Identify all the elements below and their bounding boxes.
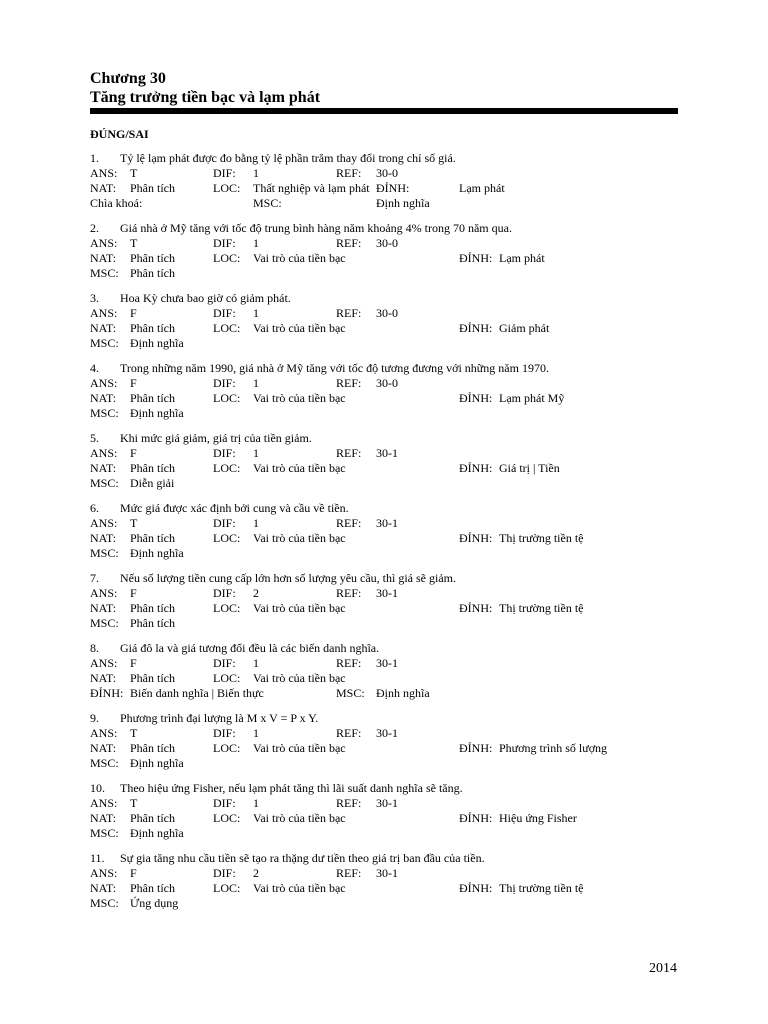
question-text: 1. Tỷ lệ lạm phát được đo bằng tỷ lệ phần trăm thay đổi trong chỉ số giá. xyxy=(90,151,456,165)
question-text: 4. Trong những năm 1990, giá nhà ở Mỹ tăng với tốc độ tương đương với những năm 1970. xyxy=(90,361,549,375)
question-3 xyxy=(90,291,678,351)
meta-row: MSC: Phân tích xyxy=(90,266,175,280)
meta-row: ANS: T DIF: 1 REF: 30-1 xyxy=(90,516,398,530)
meta-row: NAT: Phân tích LOC: Vai trò của tiền bạc ĐỈNH: Giá trị | Tiền xyxy=(90,461,560,475)
meta-row: NAT: Phân tích LOC: Vai trò của tiền bạc ĐỈNH: Thị trường tiền tệ xyxy=(90,601,584,615)
question-9 xyxy=(90,711,678,771)
meta-row: MSC: Ứng dụng xyxy=(90,896,179,910)
meta-row: MSC: Định nghĩa xyxy=(90,546,184,560)
meta-row: MSC: Định nghĩa xyxy=(90,406,184,420)
question-text: 6. Mức giá được xác định bởi cung và cầu về tiền. xyxy=(90,501,349,515)
meta-row: NAT: Phân tích LOC: Vai trò của tiền bạc ĐỈNH: Phương trình số lượng xyxy=(90,741,608,755)
chapter-title: Tăng trưởng tiền bạc và lạm phát xyxy=(90,89,321,106)
meta-row: NAT: Phân tích LOC: Vai trò của tiền bạc xyxy=(90,671,346,685)
meta-row: ANS: F DIF: 2 REF: 30-1 xyxy=(90,866,398,880)
question-1 xyxy=(90,151,678,211)
question-text: 2. Giá nhà ở Mỹ tăng với tốc độ trung bình hàng năm khoảng 4% trong 70 năm qua. xyxy=(90,221,512,235)
question-6 xyxy=(90,501,678,561)
meta-row: ANS: F DIF: 1 REF: 30-0 xyxy=(90,306,398,320)
title-rule xyxy=(90,108,678,114)
meta-row: NAT: Phân tích LOC: Vai trò của tiền bạc ĐỈNH: Lạm phát Mỹ xyxy=(90,391,565,405)
question-2 xyxy=(90,221,678,281)
meta-row: ANS: T DIF: 1 REF: 30-0 xyxy=(90,236,398,250)
section-heading: ĐÚNG/SAI xyxy=(90,127,149,141)
chapter-number: Chương 30 xyxy=(90,70,166,87)
meta-row: ANS: T DIF: 1 REF: 30-1 xyxy=(90,796,398,810)
meta-row: NAT: Phân tích LOC: Vai trò của tiền bạc ĐỈNH: Giảm phát xyxy=(90,321,550,335)
meta-row: MSC: Định nghĩa xyxy=(90,826,184,840)
question-11 xyxy=(90,851,678,911)
page-number: 2014 xyxy=(649,961,677,976)
question-10 xyxy=(90,781,678,841)
question-5 xyxy=(90,431,678,491)
question-text: 8. Giá đô la và giá tương đối đều là các biến danh nghĩa. xyxy=(90,641,380,655)
question-7 xyxy=(90,571,678,631)
document-page xyxy=(90,69,678,911)
question-text: 10. Theo hiệu ứng Fisher, nếu lạm phát tăng thì lãi suất danh nghĩa sẽ tăng. xyxy=(90,781,463,795)
question-text: 7. Nếu số lượng tiền cung cấp lớn hơn số lượng yêu cầu, thì giá sẽ giảm. xyxy=(90,571,456,585)
meta-row: ANS: F DIF: 1 REF: 30-1 xyxy=(90,446,398,460)
meta-row: ANS: T DIF: 1 REF: 30-1 xyxy=(90,726,398,740)
meta-row: MSC: Định nghĩa xyxy=(90,756,184,770)
question-4 xyxy=(90,361,678,421)
question-text: 3. Hoa Kỳ chưa bao giờ có giảm phát. xyxy=(90,291,291,305)
question-text: 11. Sự gia tăng nhu cầu tiền sẽ tạo ra thặng dư tiền theo giá trị ban đầu của tiền. xyxy=(90,851,485,865)
meta-row: NAT: Phân tích LOC: Thất nghiệp và lạm phát ĐỈNH: Lạm phát xyxy=(90,181,505,195)
meta-row: NAT: Phân tích LOC: Vai trò của tiền bạc ĐỈNH: Hiệu ứng Fisher xyxy=(90,811,577,825)
meta-row: MSC: Phân tích xyxy=(90,616,175,630)
meta-row: Chìa khoá: MSC: Định nghĩa xyxy=(90,196,430,210)
question-text: 5. Khi mức giá giảm, giá trị của tiền giảm. xyxy=(90,431,312,445)
meta-row: NAT: Phân tích LOC: Vai trò của tiền bạc ĐỈNH: Lạm phát xyxy=(90,251,545,265)
meta-row: NAT: Phân tích LOC: Vai trò của tiền bạc ĐỈNH: Thị trường tiền tệ xyxy=(90,531,584,545)
question-8 xyxy=(90,641,678,701)
meta-row: MSC: Định nghĩa xyxy=(90,336,184,350)
meta-row: MSC: Diễn giải xyxy=(90,476,175,490)
meta-row: ANS: F DIF: 1 REF: 30-1 xyxy=(90,656,398,670)
meta-row: ANS: F DIF: 1 REF: 30-0 xyxy=(90,376,398,390)
meta-row: ANS: F DIF: 2 REF: 30-1 xyxy=(90,586,398,600)
meta-row: ĐỈNH: Biến danh nghĩa | Biến thực MSC: Định nghĩa xyxy=(90,686,430,700)
meta-row: NAT: Phân tích LOC: Vai trò của tiền bạc ĐỈNH: Thị trường tiền tệ xyxy=(90,881,584,895)
question-text: 9. Phương trình đại lượng là M x V = P x Y. xyxy=(90,711,319,725)
meta-row: ANS: T DIF: 1 REF: 30-0 xyxy=(90,166,398,180)
